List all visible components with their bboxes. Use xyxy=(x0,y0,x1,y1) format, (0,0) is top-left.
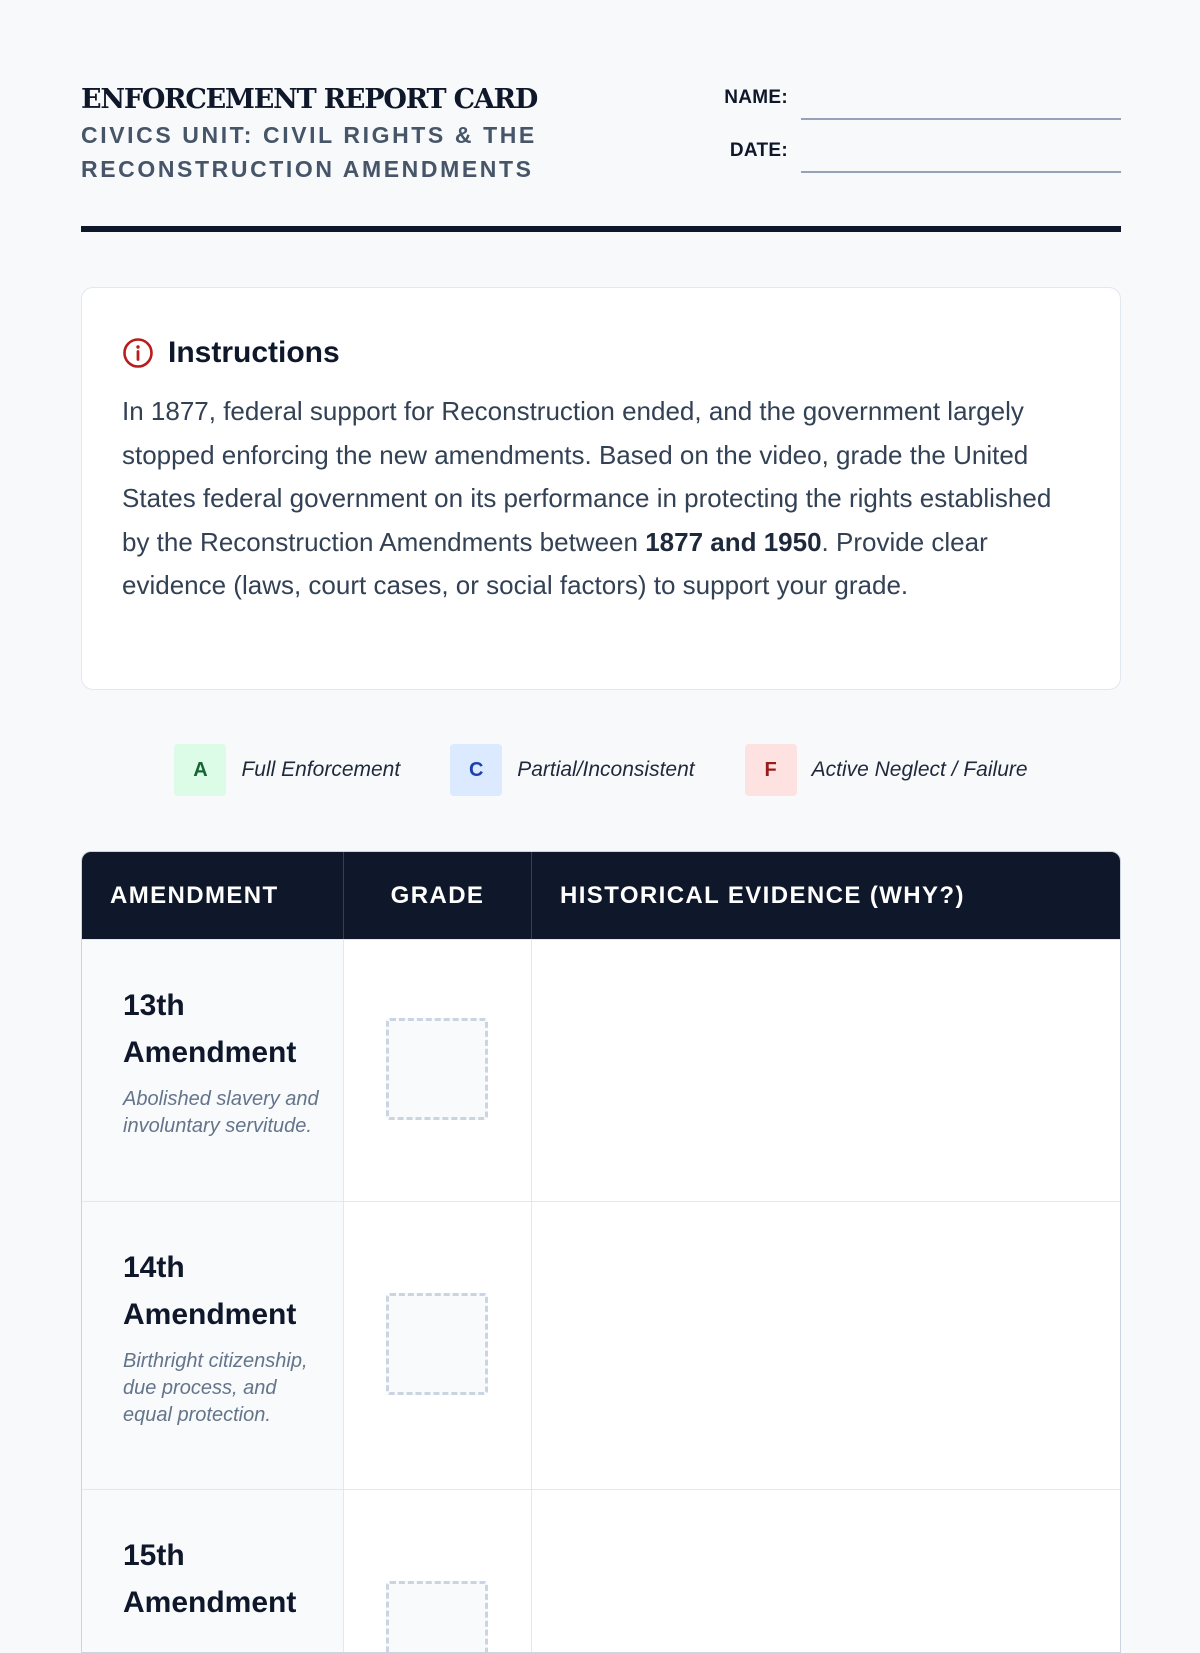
column-header-grade: GRADE xyxy=(344,852,532,939)
grade-input-box[interactable] xyxy=(386,1018,488,1120)
title-block xyxy=(81,84,561,186)
amendment-description: Birthright citizenship, due process, and equal protection. xyxy=(123,1350,308,1426)
evidence-cell[interactable] xyxy=(532,940,1120,1201)
amendment-name: 15th Amendment xyxy=(123,1539,297,1619)
amendment-description: Abolished slavery and involuntary servitude. xyxy=(123,1088,319,1137)
worksheet-page xyxy=(81,0,1121,1619)
evidence-cell[interactable] xyxy=(532,1202,1120,1489)
grade-cell xyxy=(344,1202,532,1489)
amendment-cell xyxy=(82,1490,344,1653)
instructions-date-range: 1877 and 1950 xyxy=(645,526,822,557)
legend-label-c: Partial/Inconsistent xyxy=(517,758,695,781)
amendment-cell xyxy=(82,940,344,1201)
document-subtitle: CIVICS UNIT: CIVIL RIGHTS & THE RECONSTRUCTION AMENDMENTS xyxy=(81,122,537,182)
instructions-card xyxy=(81,287,1121,690)
table-header xyxy=(82,852,1120,939)
grade-cell xyxy=(344,940,532,1201)
grade-cell xyxy=(344,1490,532,1653)
name-label: NAME: xyxy=(724,87,788,108)
evidence-cell[interactable] xyxy=(532,1490,1120,1653)
header-divider xyxy=(81,226,1121,232)
legend-item-a xyxy=(174,744,400,796)
table-row-14th xyxy=(82,1201,1120,1489)
grade-c-badge: C xyxy=(450,744,502,796)
name-field-row xyxy=(701,85,1121,138)
amendment-name: 13th Amendment xyxy=(123,989,297,1069)
table-row-15th xyxy=(82,1489,1120,1653)
student-fields xyxy=(701,85,1121,191)
info-circle-icon xyxy=(122,337,154,369)
legend-item-c xyxy=(450,744,694,796)
amendment-cell xyxy=(82,1202,344,1489)
document-title: ENFORCEMENT REPORT CARD xyxy=(81,84,538,115)
column-header-amendment: AMENDMENT xyxy=(82,852,344,939)
legend-label-a: Full Enforcement xyxy=(241,758,401,781)
table-row-13th xyxy=(82,939,1120,1201)
grade-input-box[interactable] xyxy=(386,1293,488,1395)
date-field[interactable] xyxy=(801,171,1121,173)
grade-a-badge: A xyxy=(174,744,226,796)
date-field-row xyxy=(701,138,1121,191)
worksheet-header xyxy=(81,0,1121,236)
date-label: DATE: xyxy=(729,140,788,161)
column-header-evidence: HISTORICAL EVIDENCE (WHY?) xyxy=(560,881,965,909)
name-field[interactable] xyxy=(801,118,1121,120)
instructions-text-2: . Provide clear evidence (laws, court cases, or social factors) to support your grade. xyxy=(122,526,988,600)
report-card-table xyxy=(81,851,1121,1653)
instructions-text-1: In 1877, federal support for Reconstruction ended, and the government largely stopped enforcing the new amendments. Based on the video, grade the United States federal government on its performance in protecting the rights established by the Reconstruction Amendments between xyxy=(122,396,1052,557)
instructions-heading xyxy=(122,336,340,370)
legend-label-f: Active Neglect / Failure xyxy=(811,758,1028,781)
instructions-title: Instructions xyxy=(168,336,340,369)
legend-item-f xyxy=(745,744,1028,796)
grade-input-box[interactable] xyxy=(386,1581,488,1653)
instructions-body xyxy=(122,390,1082,608)
grade-legend xyxy=(81,744,1121,796)
amendment-name: 14th Amendment xyxy=(123,1251,297,1331)
grade-f-badge: F xyxy=(745,744,797,796)
